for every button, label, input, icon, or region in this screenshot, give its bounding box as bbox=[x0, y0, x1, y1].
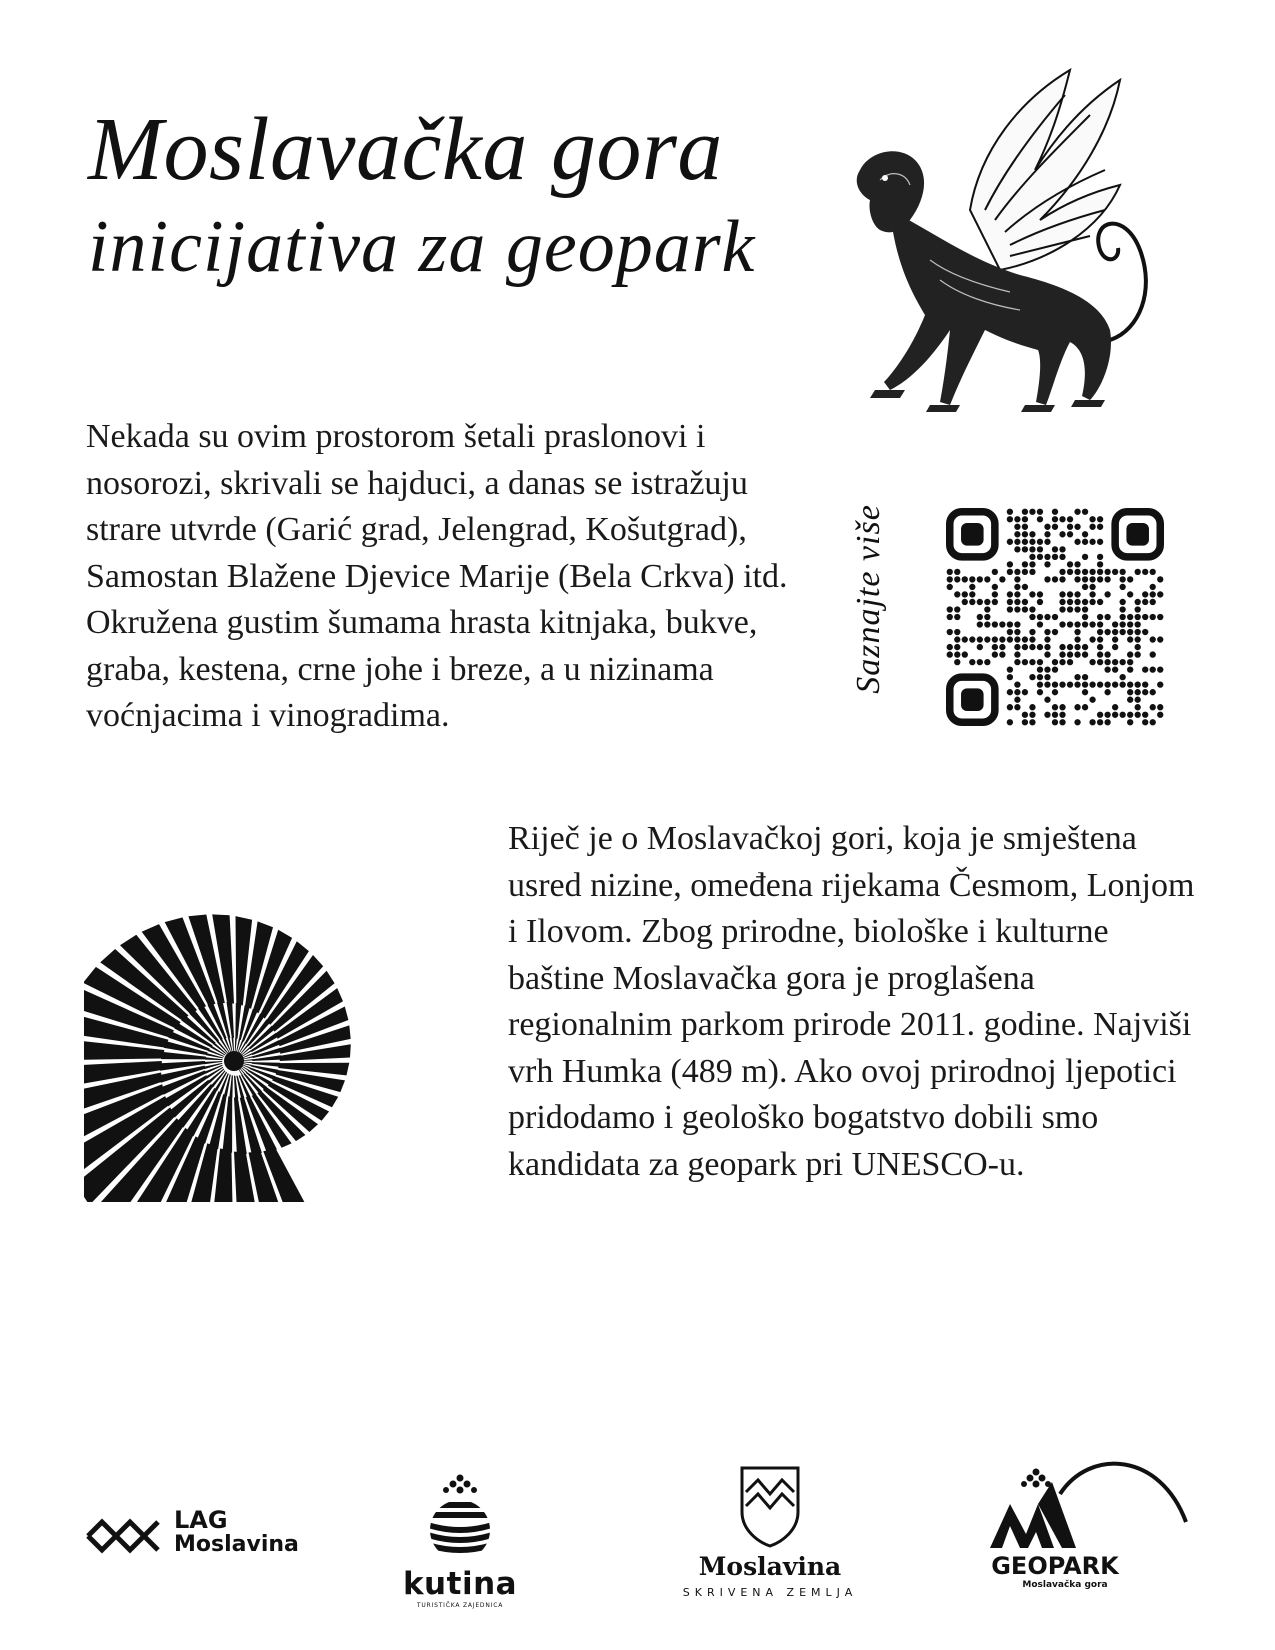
geopark-logo-name: GEOPARK bbox=[991, 1552, 1119, 1580]
second-paragraph: Riječ je o Moslavačkoj gori, koja je smještena usred nizine, omeđena rijekama Česmom, Lonjom i Ilovom. Zbog prirodne, biološke i kulturne baštine Moslavačka gora je proglašena regionalnim parkom prirode 2011. godine. Najviši vrh Humka (489 m). Ako ovoj prirodnoj ljepotici pridodamo i geološko bogatstvo dobili smo kandidata za geopark pri UNESCO-u. bbox=[508, 820, 1195, 1183]
lag-mark-icon bbox=[84, 1514, 168, 1558]
kutina-logo-name: kutina bbox=[402, 1566, 518, 1602]
intro-paragraph: Nekada su ovim prostorom šetali praslonovi i nosorozi, skrivali se hajduci, a danas se istražuju strare utvrde (Garić grad, Jelengrad, Košutgrad), Samostan Blažene Djevice Marije (Bela Crkva) itd. Okružena gustim šumama hrasta kitnjaka, bukve, graba, kestena, crne johe i breze, a u nizinama voćnjacima i vinogradima. bbox=[86, 418, 788, 734]
moslavina-logo bbox=[680, 1462, 860, 1612]
kutina-mark-icon bbox=[400, 1470, 520, 1566]
moslavina-shield-icon bbox=[680, 1462, 860, 1550]
qr-code-icon[interactable] bbox=[946, 508, 1164, 726]
geopark-mark-icon bbox=[980, 1452, 1200, 1552]
moslavina-logo-name: Moslavina bbox=[698, 1552, 842, 1581]
title-line-1: Moslavačka gora bbox=[88, 100, 723, 199]
geopark-logo bbox=[980, 1452, 1200, 1592]
geopark-logo-sub: Moslavačka gora bbox=[1022, 1580, 1108, 1590]
title-line-2: inicijativa za geopark bbox=[88, 206, 756, 288]
lag-moslavina-logo bbox=[84, 1508, 314, 1568]
lag-logo-line-2: Moslavina bbox=[174, 1532, 299, 1558]
moslavina-logo-sub: SKRIVENA ZEMLJA bbox=[682, 1586, 858, 1599]
winged-creature-illustration bbox=[820, 60, 1160, 440]
lag-logo-line-1: LAG bbox=[174, 1506, 228, 1534]
kutina-logo bbox=[400, 1470, 520, 1610]
ammonite-fossil-icon bbox=[84, 856, 414, 1202]
qr-label: Saznajte više bbox=[850, 504, 887, 694]
kutina-logo-sub: TURISTIČKA ZAJEDNICA bbox=[416, 1602, 504, 1609]
page-title bbox=[88, 100, 755, 288]
